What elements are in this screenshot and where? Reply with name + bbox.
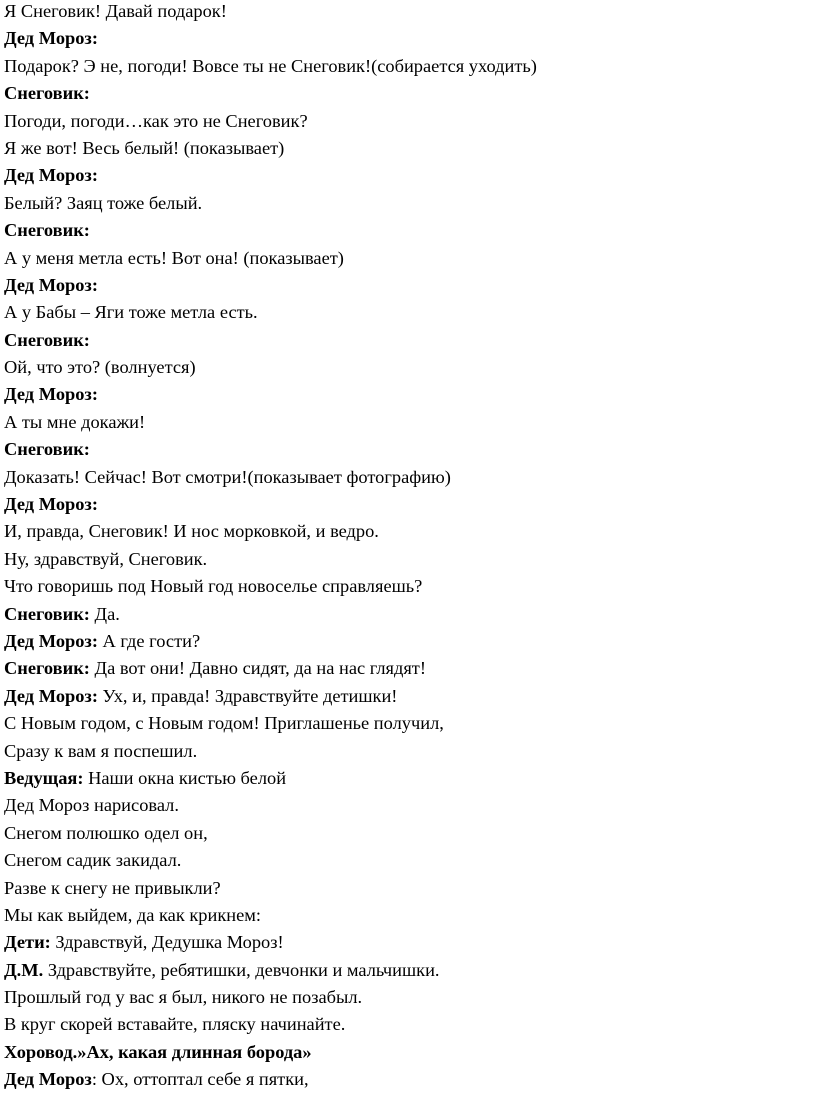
line-text: Белый? Заяц тоже белый. xyxy=(4,192,203,213)
line-text: Разве к снегу не привыкли? xyxy=(4,877,221,898)
line-text: Дед Мороз нарисовал. xyxy=(4,795,179,816)
text-line xyxy=(4,929,537,956)
speaker-label: Снеговик: xyxy=(4,439,90,460)
text-line xyxy=(4,655,537,682)
text-line xyxy=(4,464,537,491)
text-line xyxy=(4,0,537,25)
speaker-label: Хоровод.»Ах, какая длинная борода» xyxy=(4,1041,312,1062)
text-line xyxy=(4,710,537,737)
line-text: Сразу к вам я поспешил. xyxy=(4,740,198,761)
text-line xyxy=(4,436,537,463)
text-line xyxy=(4,299,537,326)
text-line xyxy=(4,902,537,929)
speaker-label: Снеговик: xyxy=(4,603,90,624)
speaker-label: Д.М. xyxy=(4,959,44,980)
speaker-label: Дед Мороз xyxy=(4,1069,92,1090)
speaker-label: Дед Мороз: xyxy=(4,685,98,706)
speaker-label: Ведущая: xyxy=(4,767,84,788)
speaker-label: Дед Мороз: xyxy=(4,384,98,405)
speaker-label: Дед Мороз: xyxy=(4,165,98,186)
text-line xyxy=(4,409,537,436)
text-line xyxy=(4,80,537,107)
line-text: Здравствуй, Дедушка Мороз! xyxy=(50,932,284,953)
speaker-label: Снеговик: xyxy=(4,329,90,350)
text-line xyxy=(4,217,537,244)
text-line xyxy=(4,53,537,80)
line-text: Ух, и, правда! Здравствуйте детишки! xyxy=(97,685,398,706)
text-line xyxy=(4,272,537,299)
line-text: Снегом полюшко одел он, xyxy=(4,822,208,843)
text-line xyxy=(4,847,537,874)
speaker-label: Дед Мороз: xyxy=(4,28,98,49)
line-text: Доказать! Сейчас! Вот смотри!(показывает фотографию) xyxy=(4,466,451,487)
text-line xyxy=(4,1011,537,1038)
text-line xyxy=(4,573,537,600)
line-text: Да. xyxy=(89,603,120,624)
line-text: Подарок? Э не, погоди! Вовсе ты не Снеговик!(собирается уходить) xyxy=(4,55,537,76)
text-line xyxy=(4,601,537,628)
text-line xyxy=(4,738,537,765)
speaker-label: Снеговик: xyxy=(4,658,90,679)
text-line xyxy=(4,135,537,162)
text-line xyxy=(4,546,537,573)
line-text: А ты мне докажи! xyxy=(4,411,146,432)
text-line xyxy=(4,683,537,710)
line-text: Наши окна кистью белой xyxy=(83,767,287,788)
text-line xyxy=(4,957,537,984)
text-line xyxy=(4,875,537,902)
line-text: А у меня метла есть! Вот она! (показывает) xyxy=(4,247,344,268)
text-line xyxy=(4,381,537,408)
text-line xyxy=(4,190,537,217)
line-text: Здравствуйте, ребятишки, девчонки и мальчишки. xyxy=(43,959,440,980)
line-text: Я Снеговик! Давай подарок! xyxy=(4,1,227,21)
text-line xyxy=(4,628,537,655)
text-line xyxy=(4,162,537,189)
speaker-label: Снеговик: xyxy=(4,220,90,241)
text-line xyxy=(4,327,537,354)
text-line xyxy=(4,792,537,819)
text-line xyxy=(4,245,537,272)
text-line xyxy=(4,765,537,792)
line-text: Снегом садик закидал. xyxy=(4,850,182,871)
line-text: Да вот они! Давно сидят, да на нас глядят! xyxy=(89,658,426,679)
line-text: Я же вот! Весь белый! (показывает) xyxy=(4,137,285,158)
text-line xyxy=(4,518,537,545)
text-line xyxy=(4,1066,537,1093)
line-text: Погоди, погоди…как это не Снеговик? xyxy=(4,110,308,131)
speaker-label: Дед Мороз: xyxy=(4,630,98,651)
line-text: В круг скорей вставайте, пляску начинайте. xyxy=(4,1014,346,1035)
speaker-label: Снеговик: xyxy=(4,83,90,104)
text-line xyxy=(4,984,537,1011)
line-text: И, правда, Снеговик! И нос морковкой, и ведро. xyxy=(4,521,379,542)
line-text: Ну, здравствуй, Снеговик. xyxy=(4,548,208,569)
text-line xyxy=(4,820,537,847)
line-text: С Новым годом, с Новым годом! Приглашенье получил, xyxy=(4,713,444,734)
line-text: : Ох, оттоптал себе я пятки, xyxy=(91,1069,309,1090)
line-text: Ой, что это? (волнуется) xyxy=(4,357,196,378)
speaker-label: Дед Мороз: xyxy=(4,274,98,295)
text-line xyxy=(4,491,537,518)
line-text: Прошлый год у вас я был, никого не позабыл. xyxy=(4,987,363,1008)
speaker-label: Дети: xyxy=(4,932,51,953)
text-line xyxy=(4,25,537,52)
speaker-label: Дед Мороз: xyxy=(4,494,98,515)
script-text xyxy=(4,0,537,1094)
text-line xyxy=(4,354,537,381)
line-text: А у Бабы – Яги тоже метла есть. xyxy=(4,302,258,323)
text-line xyxy=(4,1039,537,1066)
line-text: Мы как выйдем, да как крикнем: xyxy=(4,904,262,925)
line-text: А где гости? xyxy=(97,630,201,651)
text-line xyxy=(4,108,537,135)
line-text: Что говоришь под Новый год новоселье справляешь? xyxy=(4,576,423,597)
